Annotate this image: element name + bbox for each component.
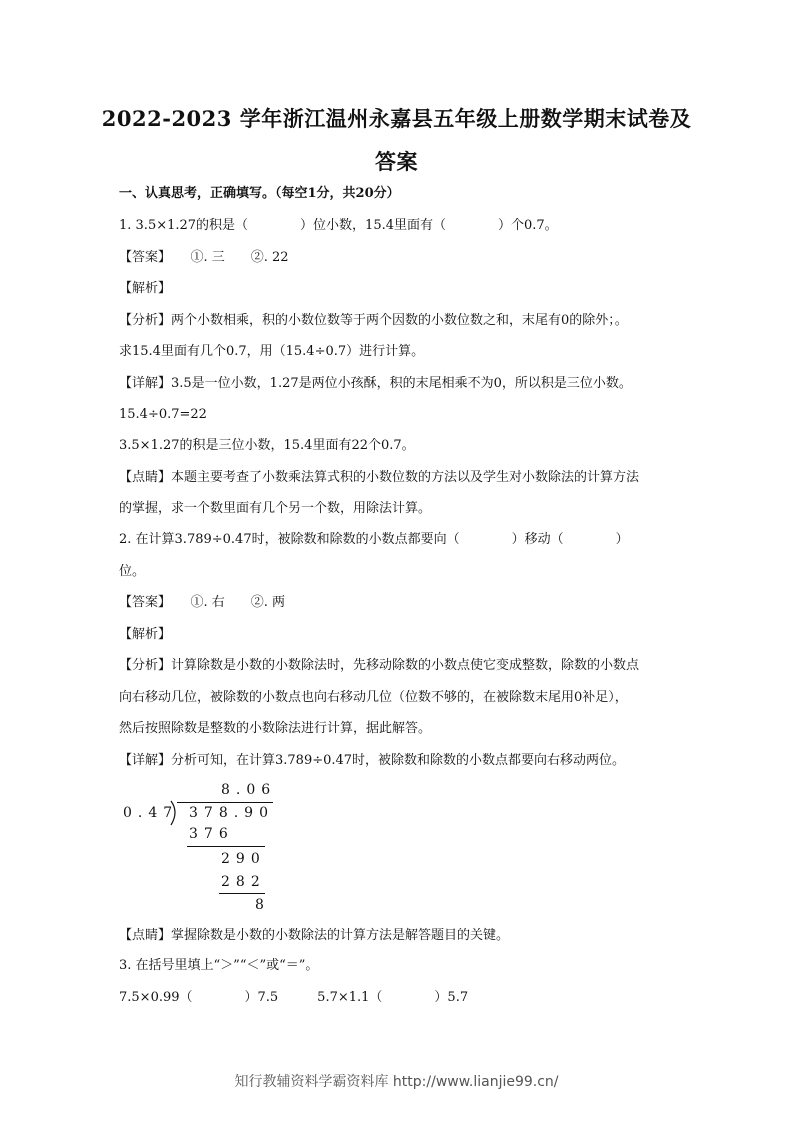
question-1: 1. 3.5×1.27的积是（ ）位小数，15.4里面有（ ）个0.7。 [119,218,558,233]
question-3: 3. 在括号里填上“＞”“＜”或“＝”。 [119,958,319,973]
subtraction-line-2 [219,893,265,894]
comment-1-line1: 【点睛】本题主要考查了小数乘法算式积的小数位数的方法以及学生对小数除法的计算方法 [119,470,640,485]
footer-watermark: 知行教辅资料学霸资料库 http://www.lianjie99.cn/ [234,1074,559,1090]
question-2-line1: 2. 在计算3.789÷0.47时，被除数和除数的小数点都要向（ ）移动（ ） [119,532,629,547]
detail-1-line3: 3.5×1.27的积是三位小数，15.4里面有22个0.7。 [119,438,415,453]
question-3-items: 7.5×0.99（ ）7.5 5.7×1.1（ ）5.7 [119,990,469,1005]
analysis-1-line1: 【分析】两个小数相乘，积的小数位数等于两个因数的小数位数之和，末尾有0的除外；。 [119,313,628,328]
analysis-2-line1: 【分析】计算除数是小数的小数除法时，先移动除数的小数点使它变成整数，除数的小数点 [119,658,640,673]
detail-2: 【详解】分析可知，在计算3.789÷0.47时，被除数和除数的小数点都要向右移动两位。 [119,753,626,768]
detail-1-line2: 15.4÷0.7=22 [119,407,207,422]
comment-2: 【点睛】掌握除数是小数的小数除法的计算方法是解答题目的关键。 [119,928,510,943]
analysis-2-line2: 向右移动几位，被除数的小数点也向右移动几位（位数不够的，在被除数末尾用0补足）， [119,690,628,705]
analysis-label-2: 【解析】 [119,627,172,642]
final-remainder: 8 [255,897,264,913]
second-product: 282 [221,874,266,890]
divisor: 0.47 [123,805,179,821]
comment-1-line2: 的掌握，求一个数里面有几个另一个数，用除法计算。 [119,501,432,516]
long-division-figure [119,778,289,918]
detail-1-line1: 【详解】3.5是一位小数，1.27是两位小孩酥，积的末尾相乘不为0，所以积是三位小数。 [119,376,632,391]
first-remainder: 290 [221,851,266,867]
analysis-2-line3: 然后按照除数是整数的小数除法进行计算，据此解答。 [119,721,432,736]
dividend: 378.90 [189,805,274,821]
division-bar [177,802,273,803]
quotient: 8.06 [221,782,277,798]
answer-1: 【答案】 ①. 三 ②. 22 [119,250,289,265]
section-heading: 一、认真思考，正确填写。（每空1分，共20分） [119,186,400,201]
first-product: 376 [189,826,234,842]
question-2-line2: 位。 [119,564,146,579]
subtraction-line-1 [187,846,265,847]
analysis-1-line2: 求15.4里面有几个0.7，用（15.4÷0.7）进行计算。 [119,344,425,359]
answer-2: 【答案】 ①. 右 ②. 两 [119,595,286,610]
document-title-line1: 2022-2023 学年浙江温州永嘉县五年级上册数学期末试卷及 [101,106,692,131]
document-title-line2: 答案 [375,149,418,174]
analysis-label-1: 【解析】 [119,281,172,296]
